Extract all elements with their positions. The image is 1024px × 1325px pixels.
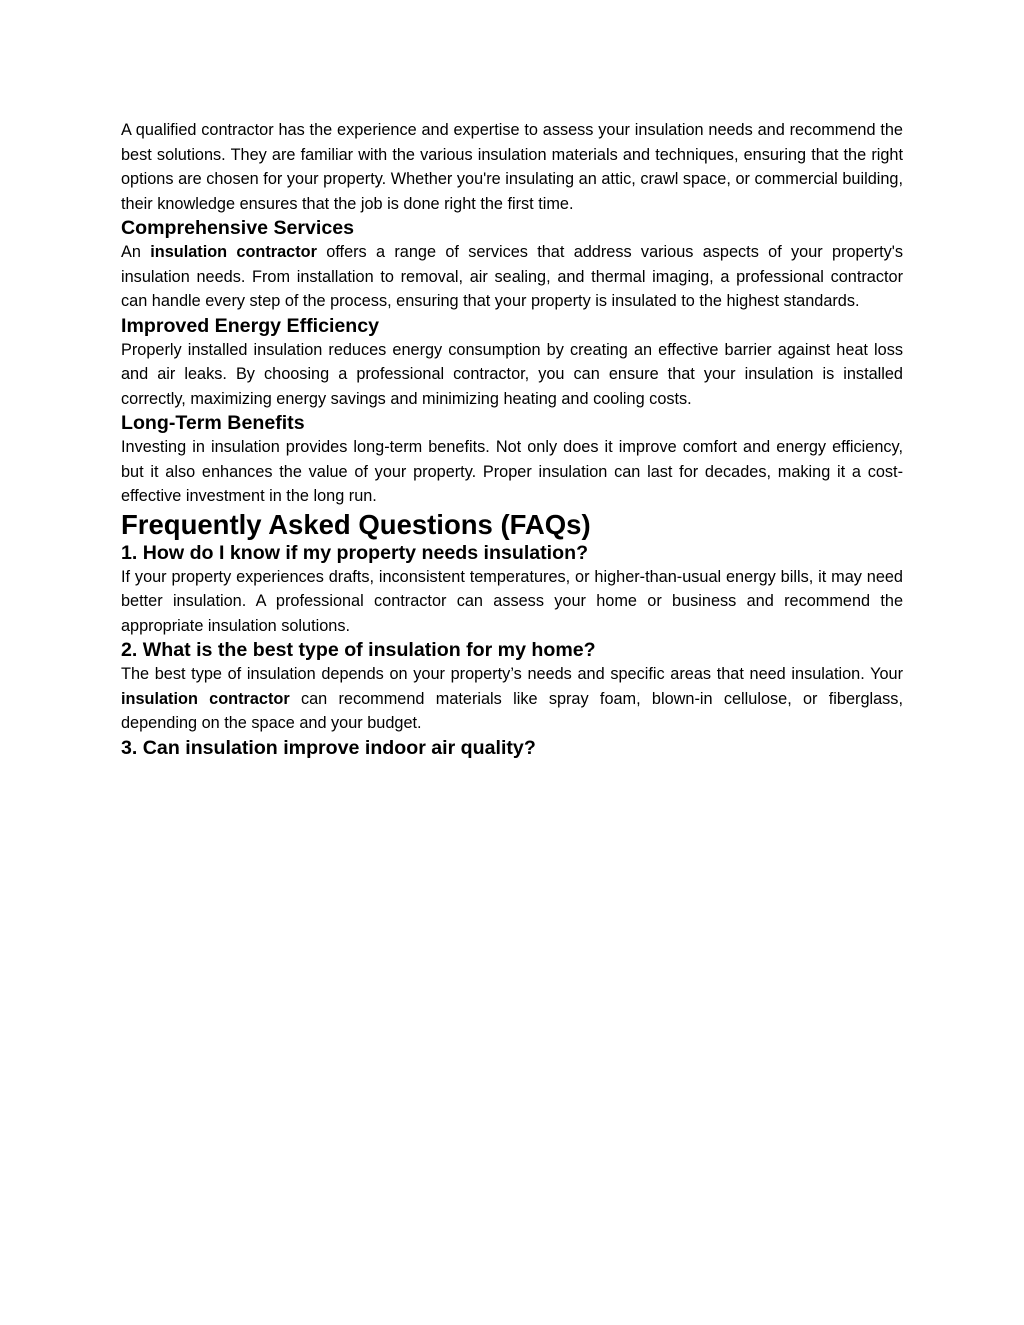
intro-paragraph: A qualified contractor has the experience and expertise to assess your insulation needs and recommend the best solutions. They are familiar with the various insulation materials and techniques, ensuring that the right options are chosen for your property. Whether you're insulating an attic, crawl space, or commercial building, their knowledge ensures that the job is done right the first time. bbox=[121, 121, 903, 213]
energy-efficiency-paragraph: Properly installed insulation reduces energy consumption by creating an effective barrier against heat loss and air leaks. By choosing a professional contractor, you can ensure that your insulation is installed correctly, maximizing energy savings and minimizing heating and cooling costs. bbox=[121, 340, 903, 408]
comprehensive-prefix: An bbox=[121, 243, 151, 261]
long-term-benefits-paragraph: Investing in insulation provides long-term benefits. Not only does it improve comfort and energy efficiency, but it also enhances the value of your property. Proper insulation can last for decades, making it a cost-effective investment in the long run. bbox=[121, 438, 903, 505]
long-term-benefits-heading: Long-Term Benefits bbox=[121, 412, 305, 434]
faq-answer-2 bbox=[121, 662, 903, 736]
faq-question-2: 2. What is the best type of insulation for my home? bbox=[121, 639, 596, 661]
faqs-heading: Frequently Asked Questions (FAQs) bbox=[121, 508, 591, 540]
energy-efficiency-heading: Improved Energy Efficiency bbox=[121, 314, 380, 337]
faq-question-3: 3. Can insulation improve indoor air quality? bbox=[121, 736, 536, 759]
faq-question-1: 1. How do I know if my property needs insulation? bbox=[121, 541, 589, 564]
comprehensive-suffix: offers a range of services that address various aspects of your property's insulation needs. From installation to removal, air sealing, and thermal imaging, a professional contractor can handle every step of the process, ensuring that your property is insulated to the highest standards. bbox=[121, 243, 903, 310]
comprehensive-services-paragraph bbox=[121, 240, 903, 314]
faq-answer-2-bold-term: insulation contractor bbox=[121, 689, 290, 708]
faq-answer-1: If your property experiences drafts, inconsistent temperatures, or higher-than-usual energy bills, it may need better insulation. A professional contractor can assess your home or business and recommend the appropriate insulation solutions. bbox=[121, 567, 903, 635]
faq-answer-2-prefix: The best type of insulation depends on your property’s needs and specific areas that need insulation. Your bbox=[121, 665, 903, 683]
comprehensive-bold-term: insulation contractor bbox=[150, 243, 317, 261]
faq-answer-2-suffix: can recommend materials like spray foam, blown-in cellulose, or fiberglass, depending on the space and your budget. bbox=[121, 689, 903, 732]
comprehensive-services-heading: Comprehensive Services bbox=[121, 217, 355, 239]
document-content bbox=[121, 0, 903, 760]
